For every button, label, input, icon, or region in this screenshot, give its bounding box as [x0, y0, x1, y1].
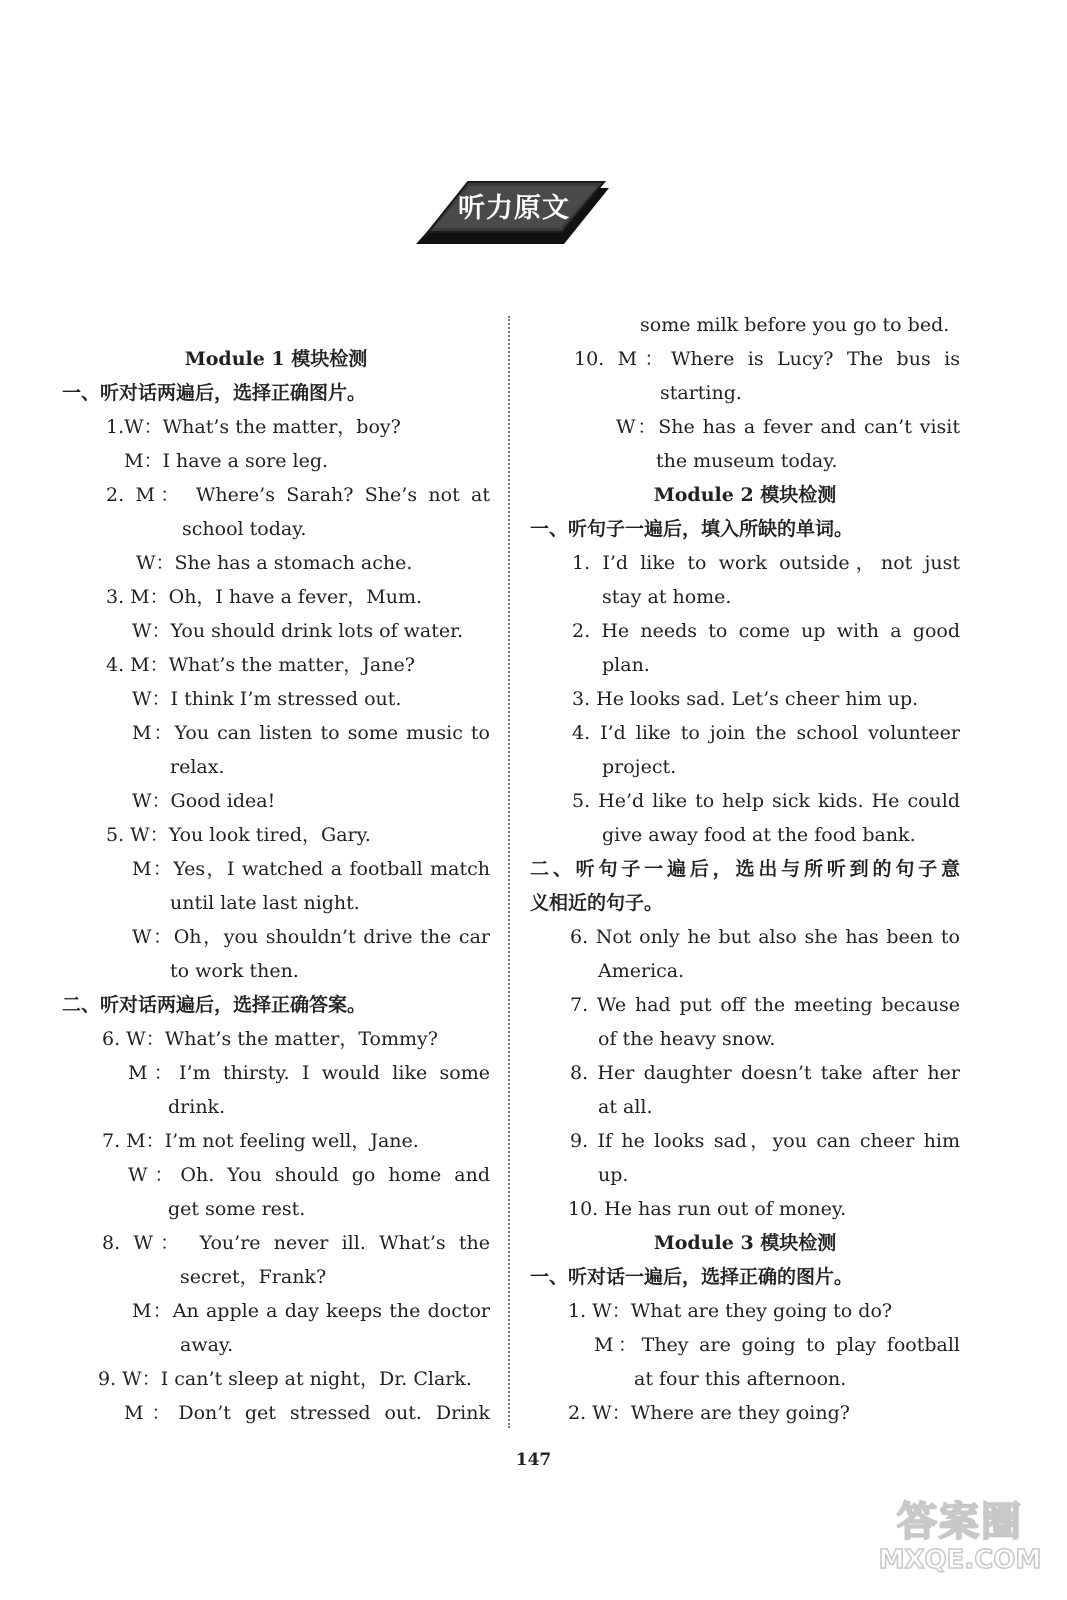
text-line: 1. I’d like to work outside，not just	[572, 552, 960, 574]
text-line: get some rest.	[168, 1198, 306, 1220]
text-line: 2. W：Where are they going?	[568, 1402, 850, 1424]
section-heading: 二、听句子一遍后，选出与所听到的句子意	[530, 858, 960, 880]
text-line: 7. We had put off the meeting because	[570, 994, 960, 1016]
text-line: W：You should drink lots of water.	[132, 620, 464, 642]
text-line: M：An apple a day keeps the doctor	[132, 1300, 490, 1322]
text-line: 6. W：What’s the matter，Tommy?	[102, 1028, 438, 1050]
text-line: 3. M：Oh，I have a fever，Mum.	[106, 586, 423, 608]
text-line: 8. W： You’re never ill. What’s the	[102, 1232, 490, 1254]
module-heading: Module 1 模块检测	[184, 348, 368, 370]
text-line: 9. W：I can’t sleep at night，Dr. Clark.	[98, 1368, 472, 1390]
text-line: until late last night.	[170, 892, 360, 914]
text-line: 9. If he looks sad，you can cheer him	[570, 1130, 960, 1152]
text-line: W：She has a fever and can’t visit	[616, 416, 960, 438]
section-heading: 义相近的句子。	[530, 892, 664, 914]
text-line: M：They are going to play football	[594, 1334, 960, 1356]
text-line: 4. M：What’s the matter，Jane?	[106, 654, 415, 676]
text-line: M：I have a sore leg.	[124, 450, 329, 472]
text-line: to work then.	[170, 960, 299, 982]
text-line: M：Don’t get stressed out. Drink	[124, 1402, 490, 1424]
text-line: W：Good idea!	[132, 790, 276, 812]
text-line: M：I’m thirsty. I would like some	[128, 1062, 490, 1084]
text-line: M：Yes，I watched a football match	[132, 858, 490, 880]
text-line: relax.	[170, 756, 225, 778]
page-title: 听力原文	[458, 193, 570, 224]
section-banner	[414, 178, 609, 246]
text-line: at four this afternoon.	[634, 1368, 847, 1390]
text-line: school today.	[182, 518, 307, 540]
section-heading: 一、听句子一遍后，填入所缺的单词。	[530, 518, 854, 540]
text-line: 1.W：What’s the matter，boy?	[106, 416, 401, 438]
text-line: 2. He needs to come up with a good	[572, 620, 960, 642]
text-line: secret，Frank?	[180, 1266, 327, 1288]
text-line: 5. He’d like to help sick kids. He could	[572, 790, 960, 812]
text-line: plan.	[602, 654, 650, 676]
watermark-url: MXQE.COM	[878, 1545, 1042, 1575]
text-line: 2. M： Where’s Sarah? She’s not at	[106, 484, 490, 506]
section-heading: 一、听对话两遍后，选择正确图片。	[62, 382, 367, 404]
text-line: 4. I’d like to join the school volunteer	[572, 722, 960, 744]
page-number: 147	[515, 1450, 552, 1470]
text-line: away.	[180, 1334, 234, 1356]
text-line: W：Oh. You should go home and	[128, 1164, 490, 1186]
text-line: starting.	[660, 382, 742, 404]
text-line: give away food at the food bank.	[602, 824, 916, 846]
text-line: W：I think I’m stressed out.	[132, 688, 402, 710]
text-line: 5. W：You look tired，Gary.	[106, 824, 371, 846]
text-line: 3. He looks sad. Let’s cheer him up.	[572, 688, 919, 710]
text-line: 7. M：I’m not feeling well，Jane.	[102, 1130, 419, 1152]
text-line: of the heavy snow.	[598, 1028, 776, 1050]
section-heading: 二、听对话两遍后，选择正确答案。	[62, 994, 367, 1016]
section-heading: 一、听对话一遍后，选择正确的图片。	[530, 1266, 854, 1288]
text-line: the museum today.	[656, 450, 838, 472]
text-line: M：You can listen to some music to	[132, 722, 490, 744]
watermark-logo	[870, 1490, 1050, 1590]
text-line: stay at home.	[602, 586, 732, 608]
text-line: 6. Not only he but also she has been to	[570, 926, 960, 948]
text-line: 10. He has run out of money.	[568, 1198, 847, 1220]
module-heading: Module 3 模块检测	[653, 1232, 837, 1254]
text-line: drink.	[168, 1096, 226, 1118]
text-line: some milk before you go to bed.	[640, 314, 950, 336]
text-line: W：She has a stomach ache.	[136, 552, 413, 574]
text-line: 8. Her daughter doesn’t take after her	[570, 1062, 960, 1084]
module-heading: Module 2 模块检测	[653, 484, 837, 506]
text-line: 1. W：What are they going to do?	[568, 1300, 893, 1322]
text-line: project.	[602, 756, 677, 778]
watermark-logo-text: 答案圈	[897, 1499, 1023, 1545]
column-divider	[508, 316, 510, 1428]
text-line: 10. M：Where is Lucy? The bus is	[574, 348, 960, 370]
text-line: up.	[598, 1164, 629, 1186]
text-line: at all.	[598, 1096, 653, 1118]
text-line: W：Oh，you shouldn’t drive the car	[132, 926, 490, 948]
text-line: America.	[598, 960, 685, 982]
